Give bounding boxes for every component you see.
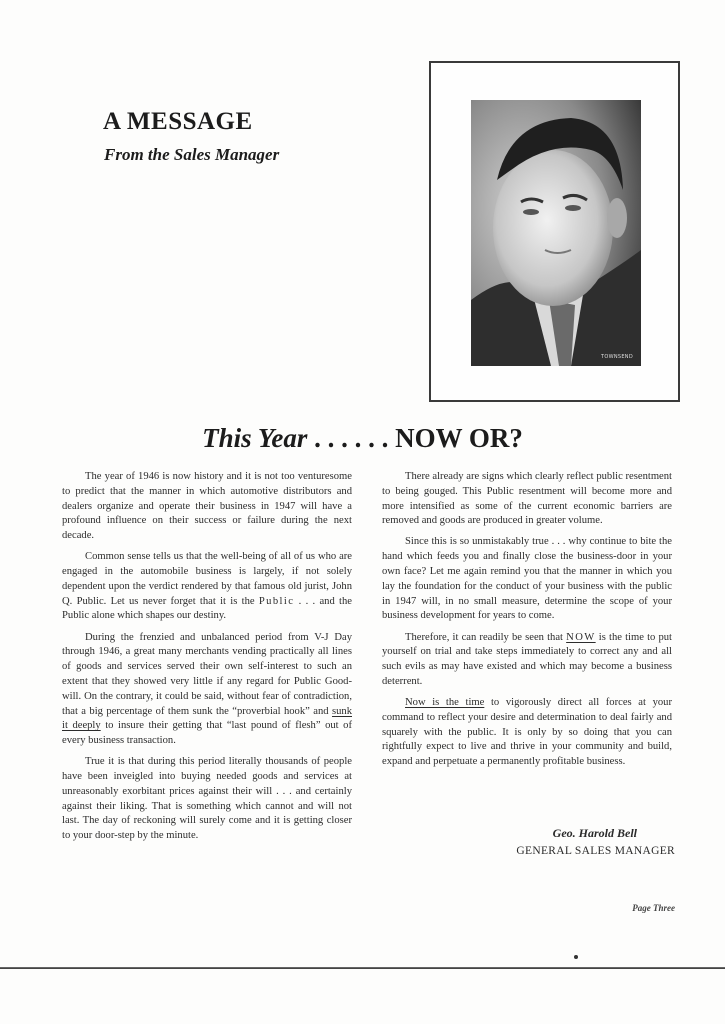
signature-title: GENERAL SALES MANAGER: [516, 845, 675, 857]
paragraph: [62, 550, 352, 624]
paragraph: There already are signs which clearly reflect public resentment to being gouged. This Public resentment will become more and more intensified as some of the current economic barriers are removed and goods are produced in greater volume.: [382, 471, 672, 527]
page-number: Page Three: [632, 903, 675, 913]
title-part-1: This Year: [202, 423, 308, 453]
emphasis-public: Public: [258, 595, 295, 607]
portrait-image: [471, 100, 641, 366]
text: Therefore, it can readily be seen that: [405, 631, 567, 643]
underlined-phrase: sunk it deeply: [62, 705, 352, 732]
headline: A MESSAGE: [103, 108, 253, 135]
text: to insure their getting that “last pound of flesh” out of every business transaction.: [62, 720, 352, 747]
title-dots: . . . . . .: [307, 423, 396, 453]
text: to vigorously direct all forces at your command to reflect your desire and determination to deal fairly and squarely with the public. It is only by so doing that you can rightfully expect to live and thrive in your community and build, expand and perpetuate a permanently profitable business.: [382, 697, 672, 768]
paragraph: [382, 631, 672, 690]
signature-name: Geo. Harold Bell: [552, 826, 637, 840]
right-column: [382, 470, 672, 776]
paragraph: [382, 696, 672, 770]
ink-dot: [574, 955, 578, 959]
text: During the frenzied and unbalanced period from V-J Day through 1946, a great many merchants vending practically all lines of goods and services served their own self-interest to such an extent that they showed very little if any regard for Public Good-will. On the contrary, it could be said, without fear of contradiction, that a big percentage of them sunk the “proverbial hook” and: [62, 631, 352, 717]
subheadline: From the Sales Manager: [104, 145, 280, 164]
footer-rule: [0, 967, 725, 969]
title-part-2: NOW OR?: [395, 423, 523, 453]
text: Common sense tells us that the well-being of all of us who are engaged in the automobile business is largely, if not solely dependent upon the verdict rendered by that famous old jurist, John Q. Public. Let us never forget that it is the: [62, 551, 352, 607]
paragraph: [62, 631, 352, 749]
underlined-now: NOW: [566, 631, 596, 643]
text: . . . and the Public alone which shapes our destiny.: [62, 595, 352, 622]
left-column: [62, 470, 352, 850]
paragraph: The year of 1946 is now history and it is not too venturesome to predict that the manner in which automotive distributors and dealers organize and operate their business in 1947 will have a profound influence on their success or failure during the next decade.: [62, 471, 352, 542]
article-title: [0, 423, 725, 454]
photo-credit: TOWNSEND: [601, 354, 633, 360]
text: is the time to put yourself on trial and take steps immediately to correct any and all such evils as may have existed and which may become a business deterrent.: [382, 631, 672, 687]
paragraph: Since this is so unmistakably true . . . why continue to bite the hand which feeds you and finally close the business-door in your own face? Let me again remind you that the manner in which you lay the foundation for the conduct of your business with the public in 1947 will, in no small measure, determine the scope of your business development for years to come.: [382, 536, 672, 622]
portrait-photo: [471, 100, 641, 366]
underlined-phrase: Now is the time: [405, 697, 485, 709]
paragraph: True it is that during this period literally thousands of people have been inveigled into buying needed goods and services at unreasonably exorbitant prices against their will . . . and certainly against their liking. That is something which cannot and will not last. The day of reckoning will surely come and it is getting closer to your door-step by the minute.: [62, 756, 352, 842]
